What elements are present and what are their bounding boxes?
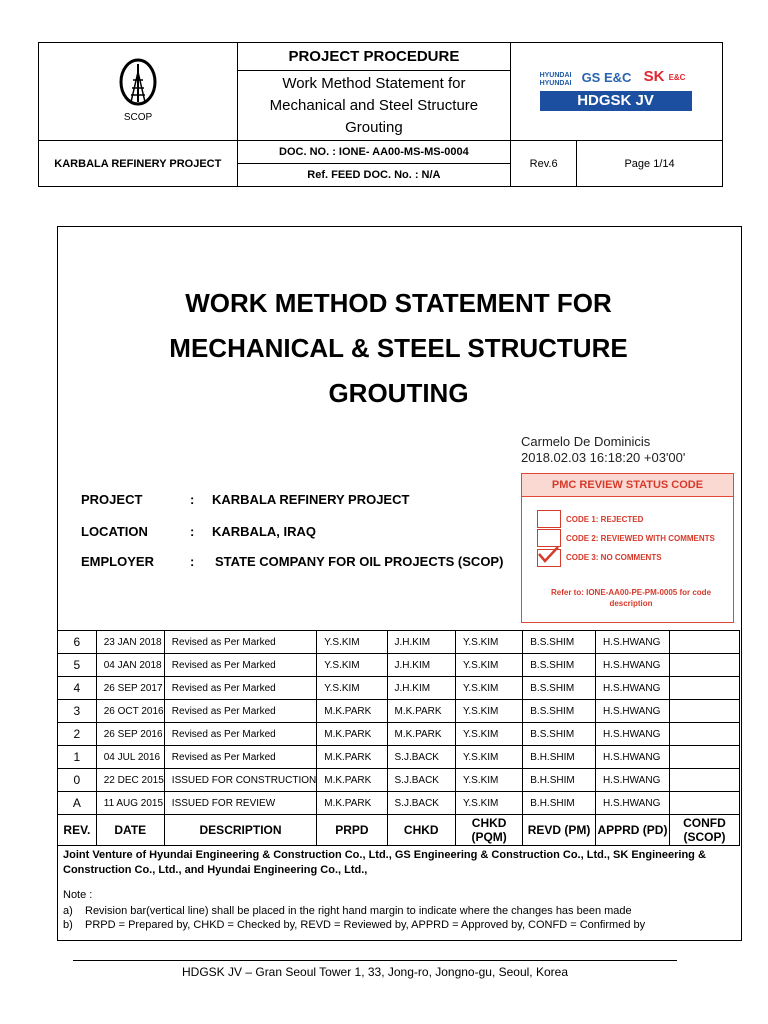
revision-row xyxy=(58,769,740,792)
footer-address: HDGSK JV – Gran Seoul Tower 1, 33, Jong-ro, Jongno-gu, Seoul, Korea xyxy=(182,965,568,979)
hyundai-logo-text-2: HYUNDAI xyxy=(539,79,572,87)
revision-cell: Y.S.KIM xyxy=(317,631,387,654)
revision-cell: 4 xyxy=(58,677,97,700)
contractor-logo-cell xyxy=(511,43,723,141)
col-header: CHKD xyxy=(387,815,455,846)
col-header: APPRD (PD) xyxy=(595,815,669,846)
revision-row xyxy=(58,654,740,677)
revision-cell: S.J.BACK xyxy=(387,769,455,792)
revision-cell: 6 xyxy=(58,631,97,654)
revision-cell: B.H.SHIM xyxy=(523,746,596,769)
revision-cell: 11 AUG 2015 xyxy=(96,792,164,815)
joint-venture-statement: Joint Venture of Hyundai Engineering & Construction Co., Ltd., GS Engineering & Construction Co., Ltd., SK Engineering & Construction Co., Ltd., and Hyundai Engineering Co., Ltd., xyxy=(63,849,706,876)
revision-cell: H.S.HWANG xyxy=(595,677,669,700)
code3-label: CODE 3: NO COMMENTS xyxy=(566,553,662,562)
sk-logo-text: SK xyxy=(643,67,665,85)
revision-cell: A xyxy=(58,792,97,815)
revision-cell: J.H.KIM xyxy=(387,677,455,700)
ref-feed-doc: Ref. FEED DOC. No. : N/A xyxy=(237,164,510,187)
info-employer-label: EMPLOYER xyxy=(81,554,154,569)
doc-number: DOC. NO. : IONE- AA00-MS-MS-0004 xyxy=(237,141,510,164)
revision-cell: 04 JAN 2018 xyxy=(96,654,164,677)
svg-text:SCOP: SCOP xyxy=(123,112,152,123)
revision-table xyxy=(57,630,740,846)
revision-cell: 5 xyxy=(58,654,97,677)
revision-cell: 1 xyxy=(58,746,97,769)
revision-header-row xyxy=(58,815,740,846)
revision-cell: M.K.PARK xyxy=(387,723,455,746)
info-project-sep: : xyxy=(190,492,195,507)
doc-type: PROJECT PROCEDURE xyxy=(237,43,510,71)
revision-cell: 3 xyxy=(58,700,97,723)
revision-cell: B.H.SHIM xyxy=(523,792,596,815)
revision-cell: J.H.KIM xyxy=(387,631,455,654)
info-project-value: KARBALA REFINERY PROJECT xyxy=(212,492,410,507)
revision-row xyxy=(58,723,740,746)
revision-number: Rev.6 xyxy=(511,141,577,187)
pmc-title: PMC REVIEW STATUS CODE xyxy=(522,474,733,497)
revision-cell xyxy=(669,631,739,654)
info-project-label: PROJECT xyxy=(81,492,143,507)
revision-cell: Y.S.KIM xyxy=(455,792,522,815)
revision-cell: Revised as Per Marked xyxy=(164,654,316,677)
code3-checkbox xyxy=(537,549,561,567)
col-header: REV. xyxy=(58,815,97,846)
revision-cell: 22 DEC 2015 xyxy=(96,769,164,792)
hyundai-logo-text: HYUNDAI xyxy=(539,71,572,79)
revision-cell: 26 SEP 2017 xyxy=(96,677,164,700)
revision-cell: Revised as Per Marked xyxy=(164,700,316,723)
revision-cell xyxy=(669,769,739,792)
revision-cell: B.S.SHIM xyxy=(523,631,596,654)
cover-title-line-2: MECHANICAL & STEEL STRUCTURE xyxy=(169,333,628,363)
revision-row xyxy=(58,746,740,769)
pmc-review-stamp xyxy=(521,473,734,623)
revision-cell: ISSUED FOR CONSTRUCTION xyxy=(164,769,316,792)
revision-cell: M.K.PARK xyxy=(317,700,387,723)
revision-row xyxy=(58,631,740,654)
revision-cell: H.S.HWANG xyxy=(595,631,669,654)
revision-cell: M.K.PARK xyxy=(317,792,387,815)
document-header xyxy=(38,42,723,187)
revision-cell: 26 OCT 2016 xyxy=(96,700,164,723)
revision-cell: Revised as Per Marked xyxy=(164,631,316,654)
revision-cell: B.S.SHIM xyxy=(523,700,596,723)
revision-cell: Revised as Per Marked xyxy=(164,677,316,700)
col-header: CHKD (PQM) xyxy=(455,815,522,846)
revision-cell: Y.S.KIM xyxy=(455,700,522,723)
revision-row xyxy=(58,677,740,700)
revision-cell: 23 JAN 2018 xyxy=(96,631,164,654)
revision-cell: Y.S.KIM xyxy=(455,654,522,677)
gs-logo-text: GS E&C xyxy=(581,69,632,85)
pmc-reference: Refer to: IONE-AA00-PE-PM-0005 for code description xyxy=(550,588,712,608)
revision-cell: M.K.PARK xyxy=(317,723,387,746)
checkmark-icon xyxy=(537,546,559,564)
revision-cell xyxy=(669,677,739,700)
revision-cell: Y.S.KIM xyxy=(455,769,522,792)
ec-logo-text: E&C xyxy=(668,72,686,82)
page-number: Page 1/14 xyxy=(577,141,723,187)
revision-row xyxy=(58,792,740,815)
info-location-sep: : xyxy=(190,524,195,539)
note-a-marker: a) xyxy=(63,905,73,917)
signature-name: Carmelo De Dominicis xyxy=(521,434,651,449)
revision-cell xyxy=(669,723,739,746)
revision-cell: S.J.BACK xyxy=(387,746,455,769)
revision-cell: B.S.SHIM xyxy=(523,654,596,677)
revision-cell: H.S.HWANG xyxy=(595,746,669,769)
revision-cell: 26 SEP 2016 xyxy=(96,723,164,746)
revision-cell: Y.S.KIM xyxy=(455,746,522,769)
note-heading: Note : xyxy=(63,889,93,901)
revision-cell xyxy=(669,792,739,815)
note-b-text: PRPD = Prepared by, CHKD = Checked by, REVD = Reviewed by, APPRD = Approved by, CONFD = Confirmed by xyxy=(85,919,646,931)
col-header: CONFD (SCOP) xyxy=(669,815,739,846)
col-header: REVD (PM) xyxy=(523,815,596,846)
revision-cell: 2 xyxy=(58,723,97,746)
code2-label: CODE 2: REVIEWED WITH COMMENTS xyxy=(566,534,715,543)
jv-banner: HDGSK JV xyxy=(540,91,692,111)
revision-cell: 0 xyxy=(58,769,97,792)
revision-cell: H.S.HWANG xyxy=(595,769,669,792)
revision-cell: Y.S.KIM xyxy=(455,631,522,654)
footer-divider xyxy=(73,960,677,961)
doc-title: Work Method Statement for Mechanical and Steel Structure Grouting xyxy=(237,71,510,141)
note-a-text: Revision bar(vertical line) shall be placed in the right hand margin to indicate where the changes has been made xyxy=(85,905,632,917)
note-b-marker: b) xyxy=(63,919,73,931)
revision-cell: 04 JUL 2016 xyxy=(96,746,164,769)
revision-cell: H.S.HWANG xyxy=(595,792,669,815)
revision-cell: ISSUED FOR REVIEW xyxy=(164,792,316,815)
revision-cell: Revised as Per Marked xyxy=(164,746,316,769)
revision-cell: B.S.SHIM xyxy=(523,677,596,700)
revision-cell: M.K.PARK xyxy=(317,769,387,792)
revision-cell: B.S.SHIM xyxy=(523,723,596,746)
code2-checkbox xyxy=(537,529,561,547)
info-employer-value: STATE COMPANY FOR OIL PROJECTS (SCOP) xyxy=(215,554,504,569)
code1-checkbox xyxy=(537,510,561,528)
revision-cell xyxy=(669,654,739,677)
revision-cell: Y.S.KIM xyxy=(317,677,387,700)
revision-cell: H.S.HWANG xyxy=(595,723,669,746)
revision-row xyxy=(58,700,740,723)
project-name: KARBALA REFINERY PROJECT xyxy=(39,141,238,187)
revision-cell: B.H.SHIM xyxy=(523,769,596,792)
revision-cell: H.S.HWANG xyxy=(595,700,669,723)
revision-cell: H.S.HWANG xyxy=(595,654,669,677)
cover-title-line-1: WORK METHOD STATEMENT FOR xyxy=(185,288,612,318)
info-location-label: LOCATION xyxy=(81,524,148,539)
revision-cell: Y.S.KIM xyxy=(317,654,387,677)
revision-cell xyxy=(669,746,739,769)
info-employer-sep: : xyxy=(190,554,195,569)
col-header: DESCRIPTION xyxy=(164,815,316,846)
revision-cell: Y.S.KIM xyxy=(455,723,522,746)
cover-title-line-3: GROUTING xyxy=(328,378,469,408)
col-header: PRPD xyxy=(317,815,387,846)
col-header: DATE xyxy=(96,815,164,846)
revision-cell: M.K.PARK xyxy=(387,700,455,723)
signature-date: 2018.02.03 16:18:20 +03'00' xyxy=(521,450,686,465)
scop-logo-icon xyxy=(98,54,178,124)
client-logo-cell xyxy=(39,43,238,141)
info-location-value: KARBALA, IRAQ xyxy=(212,524,316,539)
revision-cell: M.K.PARK xyxy=(317,746,387,769)
revision-cell: S.J.BACK xyxy=(387,792,455,815)
code1-label: CODE 1: REJECTED xyxy=(566,515,644,524)
revision-cell xyxy=(669,700,739,723)
revision-cell: J.H.KIM xyxy=(387,654,455,677)
revision-cell: Revised as Per Marked xyxy=(164,723,316,746)
revision-cell: Y.S.KIM xyxy=(455,677,522,700)
